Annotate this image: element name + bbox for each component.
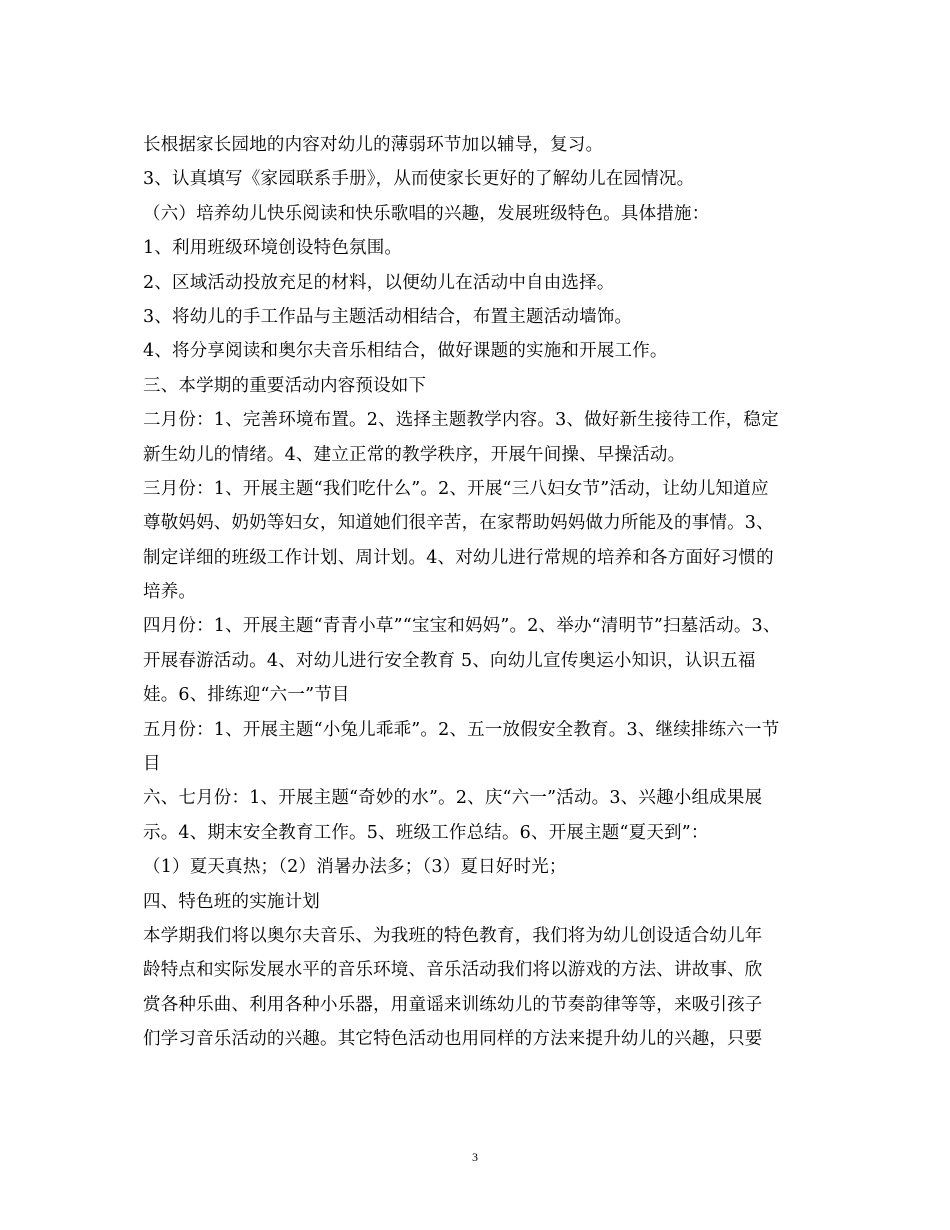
body-line: 们学习音乐活动的兴趣。其它特色活动也用同样的方法来提升幼儿的兴趣，只要 [143,1029,763,1050]
body-line: 示。4、期末安全教育工作。5、班级工作总结。6、开展主题“夏天到”： [143,822,709,843]
body-line: 目 [143,754,161,775]
body-line: 4、将分享阅读和奥尔夫音乐相结合，做好课题的实施和开展工作。 [143,341,668,362]
body-line: 3、认真填写《家园联系手册》，从而使家长更好的了解幼儿在园情况。 [143,169,695,190]
section-heading: 四、特色班的实施计划 [143,891,320,912]
body-line: 五月份：1、开展主题“小兔儿乖乖”。2、五一放假安全教育。3、继续排练六一节 [143,719,780,740]
page-number: 3 [472,1150,478,1164]
body-line: 制定详细的班级工作计划、周计划。4、对幼儿进行常规的培养和各方面好习惯的 [143,547,774,568]
body-line: 2、区域活动投放充足的材料，以便幼儿在活动中自由选择。 [143,272,615,293]
body-line: 1、利用班级环境创设特色氛围。 [143,238,403,259]
body-line: 长根据家长园地的内容对幼儿的薄弱环节加以辅导，复习。 [143,135,604,155]
section-heading: （六）培养幼儿快乐阅读和快乐歌唱的兴趣，发展班级特色。具体措施： [143,203,710,224]
document-body [143,128,813,1057]
body-line: 六、七月份：1、开展主题“奇妙的水”。2、庆“六一”活动。3、兴趣小组成果展 [143,788,763,809]
body-line: 四月份：1、开展主题“青青小草”“宝宝和妈妈”。2、举办“清明节”扫墓活动。3、 [143,616,781,637]
body-line: 赏各种乐曲、利用各种小乐器，用童谣来训练幼儿的节奏韵律等等，来吸引孩子 [143,994,763,1015]
body-line: 尊敬妈妈、奶奶等妇女，知道她们很辛苦，在家帮助妈妈做力所能及的事情。3、 [143,513,774,534]
body-line: 本学期我们将以奥尔夫音乐、为我班的特色教育，我们将为幼儿创设适合幼儿年 [143,925,763,946]
body-line: 娃。6、排练迎“六一”节目 [143,685,350,706]
body-line: 培养。 [143,582,197,603]
section-heading: 三、本学期的重要活动内容预设如下 [143,375,427,396]
body-line: 二月份：1、完善环境布置。2、选择主题教学内容。3、做好新生接待工作，稳定 [143,410,779,431]
body-line: （1）夏天真热；（2）消暑办法多；（3）夏日好时光； [143,857,567,878]
body-line: 新生幼儿的情绪。4、建立正常的教学秩序，开展午间操、早操活动。 [143,444,686,465]
body-line: 三月份：1、开展主题“我们吃什么”。2、开展“三八妇女节”活动，让幼儿知道应 [143,478,769,499]
body-line: 龄特点和实际发展水平的音乐环境、音乐活动我们将以游戏的方法、讲故事、欣 [143,960,763,981]
body-line: 开展春游活动。4、对幼儿进行安全教育 5、向幼儿宣传奥运小知识，认识五福 [143,650,756,671]
body-line: 3、将幼儿的手工作品与主题活动相结合，布置主题活动墙饰。 [143,306,633,327]
